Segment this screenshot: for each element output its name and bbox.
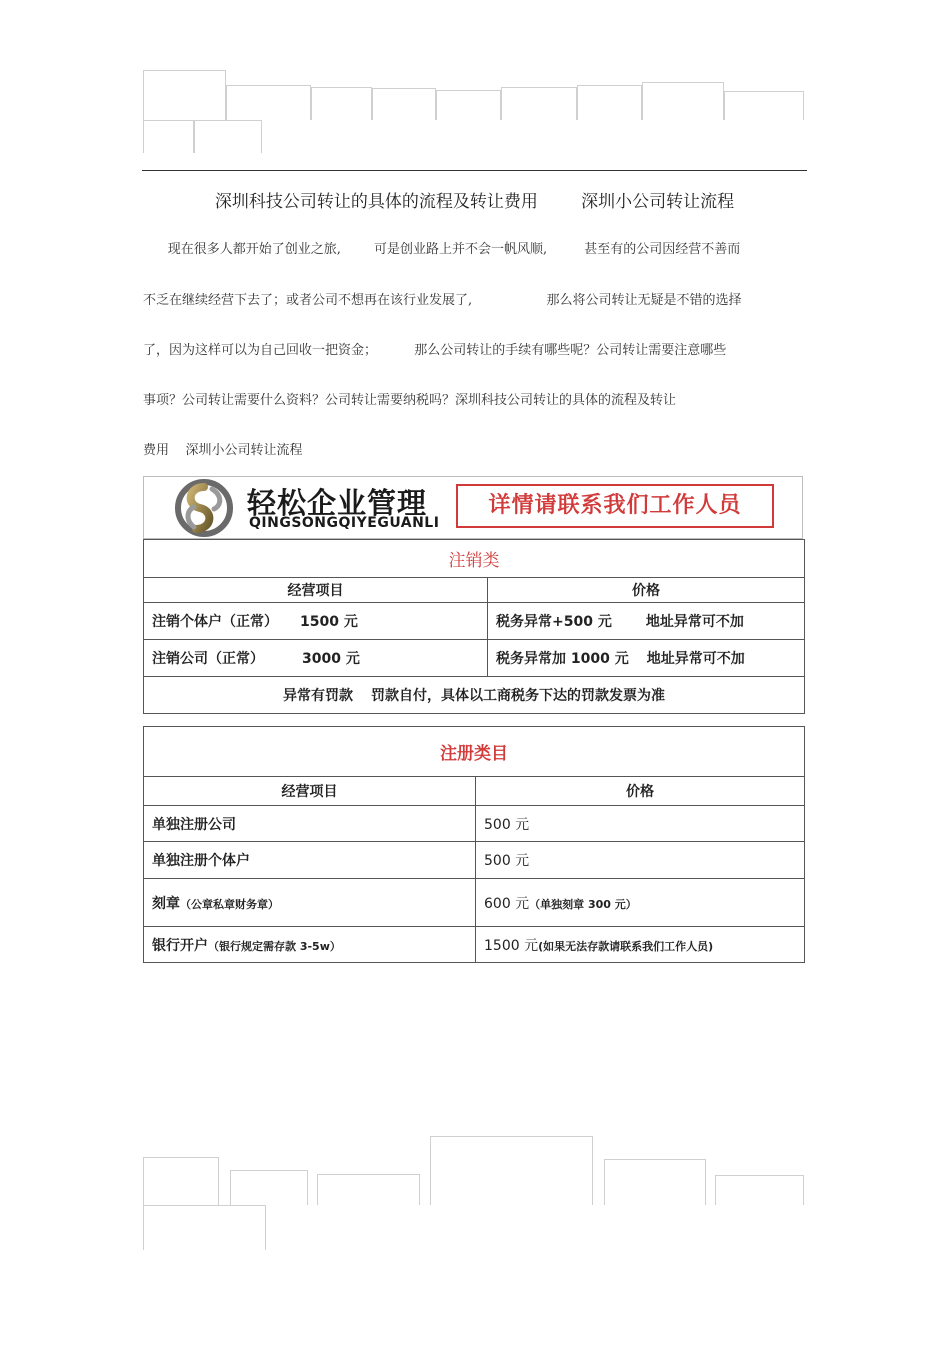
price-condition-extra: 地址异常可不加 [646,651,745,667]
header-rule [142,170,807,171]
column-header-price: 价格 [488,578,805,603]
column-header-item: 经营项目 [144,777,476,806]
price-condition: 税务异常加 1000 元 [496,651,629,667]
price-note: （单独刻章 300 元） [529,897,637,911]
cancellation-price-table [143,539,805,714]
header-decor-box [143,70,226,120]
item-note: （公章私章财务章） [180,897,279,911]
table-row [144,640,805,677]
item-name: 单独注册个体户 [152,853,250,869]
footer-decor-box [143,1205,266,1250]
item-price: 500 元 [484,816,530,833]
item-name: 刻章 [152,895,180,912]
table-row [144,879,805,927]
header-decor-box [436,90,501,120]
item-price: 1500 元 [484,937,539,954]
table-row [144,603,805,640]
header-decor-box [501,87,577,120]
column-header-item: 经营项目 [144,578,488,603]
footer-decor-box [230,1170,308,1205]
table-row [144,927,805,963]
item-price: 3000 元 [302,651,360,667]
header-decor-box [577,85,642,120]
header-decor-box [311,87,372,120]
table-title: 注册类目 [144,727,805,777]
intertwined-ring-logo-icon [174,479,234,537]
contact-us-notice: 详情请联系我们工作人员 [456,484,774,528]
item-price: 600 元 [484,895,530,912]
footer-decor-box [317,1174,420,1205]
body-paragraph-line: 事项？公司转让需要什么资料？公司转让需要纳税吗？深圳科技公司转让的具体的流程及转让 [143,393,677,408]
body-paragraph-line: 费用 深圳小公司转让流程 [143,443,303,458]
price-condition-extra: 地址异常可不加 [645,614,744,630]
item-name: 注销公司（正常） [152,651,264,667]
item-note: （银行规定需存款 3-5w） [208,939,341,953]
table-footer-row [144,677,805,714]
brand-name-cn: 轻松企业管理 [247,486,428,520]
body-paragraph-line: 现在很多人都开始了创业之旅, 可是创业路上并不会一帆风顺, 甚至有的公司因经营不善而 [143,242,741,257]
item-name: 注销个体户（正常） [152,614,278,630]
column-header-price: 价格 [476,777,805,806]
footer-note-b: 罚款自付，具体以工商税务下达的罚款发票为准 [371,688,665,704]
footer-decor-box [604,1159,706,1205]
body-paragraph-line: 不乏在继续经营下去了；或者公司不想再在该行业发展了, 那么将公司转让无疑是不错的选择 [143,293,742,308]
header-decor-box [642,82,724,120]
header-decor-box [226,85,311,120]
brand-name-en: QINGSONGQIYEGUANLI [249,515,440,531]
item-price: 500 元 [484,853,530,869]
item-price: 1500 元 [300,614,358,630]
header-decor-box [194,120,262,153]
header-decor-box [372,88,436,120]
price-note: (如果无法存款请联系我们工作人员) [538,939,714,953]
footer-decor-box [143,1157,219,1205]
table-row [144,842,805,879]
footer-decor-box [430,1136,593,1205]
table-title: 注销类 [144,540,805,578]
registration-price-table [143,726,805,963]
header-decor-box [143,120,194,153]
page-title: 深圳科技公司转让的具体的流程及转让费用 深圳小公司转让流程 [214,192,735,212]
price-condition: 税务异常+500 元 [496,614,612,630]
header-decor-box [724,91,804,120]
company-banner [143,476,803,539]
body-paragraph-line: 了，因为这样可以为自己回收一把资金； 那么公司转让的手续有哪些呢？公司转让需要注意哪些 [143,343,727,358]
footer-decor-box [715,1175,804,1205]
item-name: 单独注册公司 [152,816,236,833]
footer-note-a: 异常有罚款 [283,688,353,704]
table-row [144,806,805,842]
item-name: 银行开户 [152,937,208,954]
